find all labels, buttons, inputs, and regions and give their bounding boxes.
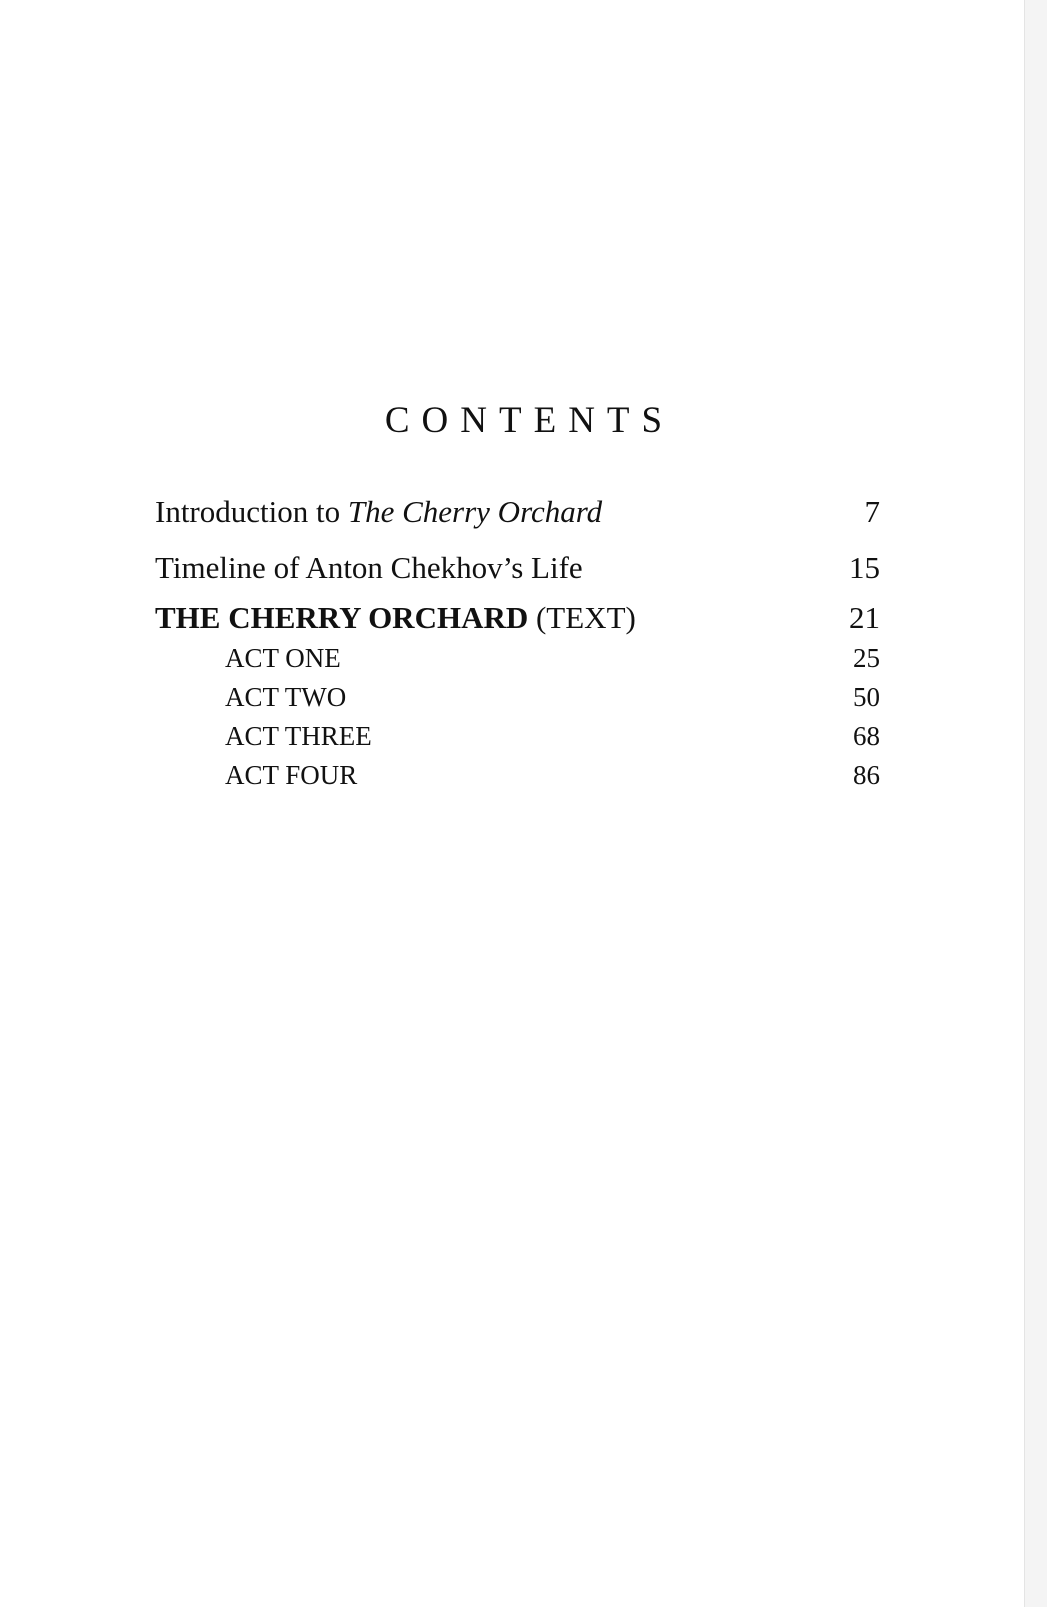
toc-entry-label: Introduction to The Cherry Orchard: [155, 494, 603, 529]
toc-entry-label: Timeline of Anton Chekhov’s Life: [155, 550, 583, 585]
page-edge: [1024, 0, 1047, 1607]
toc-page-number: 86: [853, 760, 880, 790]
toc-entry-act-four[interactable]: [225, 762, 880, 789]
contents-heading: CONTENTS: [384, 400, 675, 441]
toc-page-number: 21: [849, 600, 880, 635]
toc-page-number: 25: [853, 643, 880, 673]
toc-page-number: 68: [853, 721, 880, 751]
toc-entry-timeline[interactable]: [155, 552, 880, 583]
toc-page-number: 15: [849, 550, 880, 585]
toc-entry-label: ACT ONE: [225, 643, 341, 673]
toc-entry-act-two[interactable]: [225, 684, 880, 711]
toc-page-number: 7: [864, 494, 880, 529]
toc-page-number: 50: [853, 682, 880, 712]
toc-entry-label: THE CHERRY ORCHARD (TEXT): [155, 600, 636, 635]
toc-entry-label: ACT FOUR: [225, 760, 358, 790]
toc-entry-introduction[interactable]: [155, 496, 880, 527]
toc-entry-act-three[interactable]: [225, 723, 880, 750]
toc-entry-label: ACT TWO: [225, 682, 347, 712]
toc-entry-label: ACT THREE: [225, 721, 372, 751]
toc-entry-act-one[interactable]: [225, 645, 880, 672]
toc-entry-play-text[interactable]: [155, 602, 880, 633]
